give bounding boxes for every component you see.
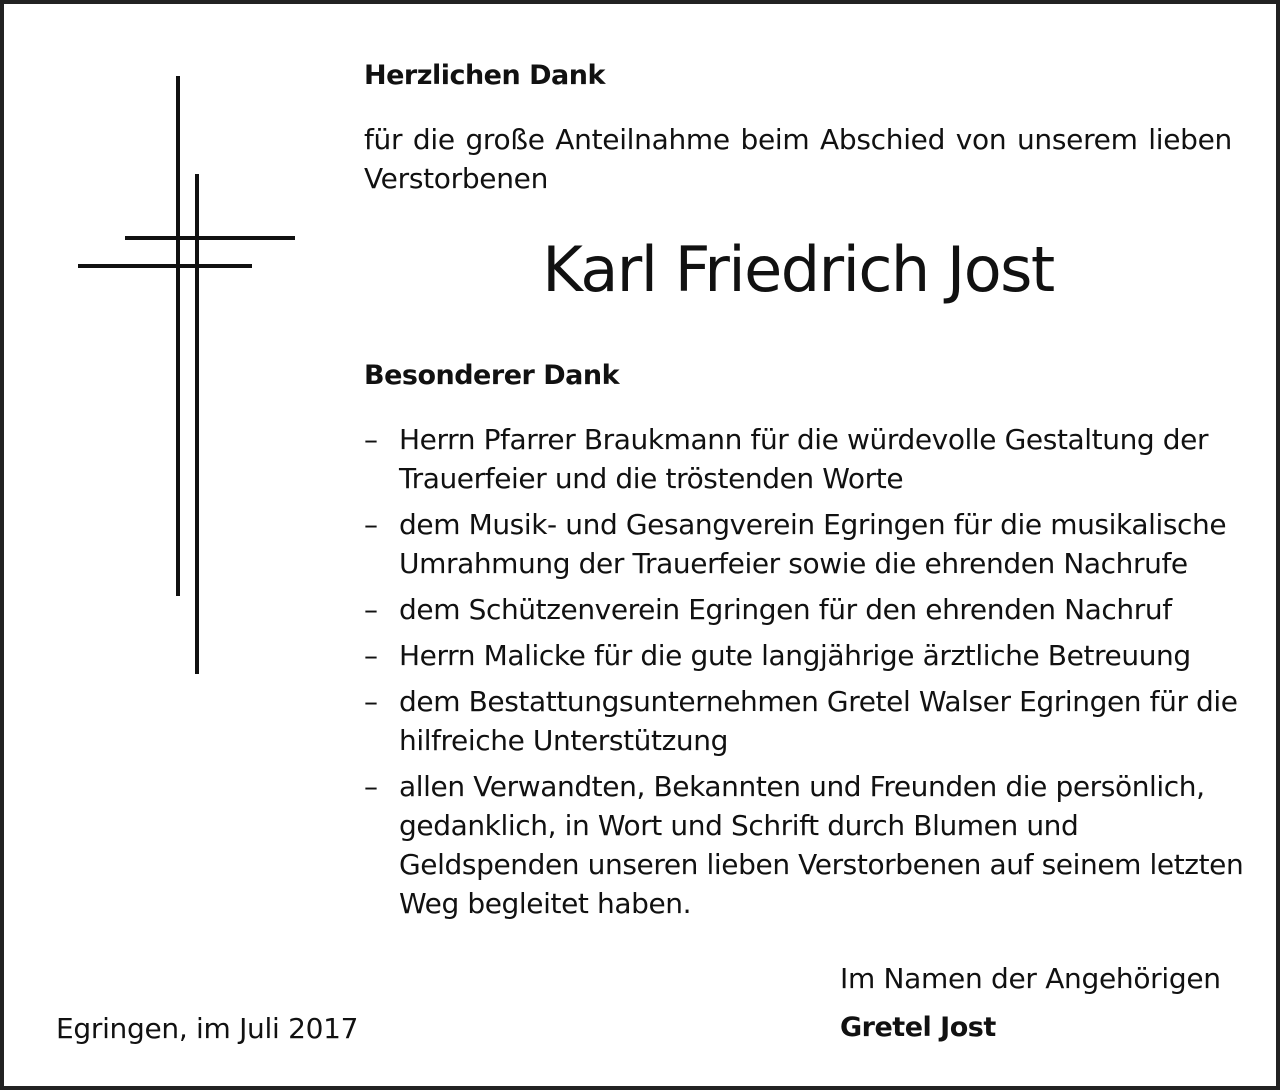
bullet-dash: – <box>364 508 378 541</box>
list-item-text: Herrn Pfarrer Braukmann für die würdevolle Gestaltung der Trauerfeier und die tröstenden Worte <box>399 423 1209 495</box>
list-item <box>364 505 1244 583</box>
cross-horizontal-bar <box>78 264 252 268</box>
list-item-text: Herrn Malicke für die gute langjährige ärztliche Betreuung <box>399 639 1191 672</box>
list-item-text: dem Musik- und Gesangverein Egringen für die musikalische Umrahmung der Trauerfeier sowie die ehrenden Nachrufe <box>399 508 1227 580</box>
list-item-text: dem Bestattungsunternehmen Gretel Walser Egringen für die hilfreiche Unterstützung <box>399 685 1238 757</box>
place-date: Egringen, im Juli 2017 <box>56 1012 359 1045</box>
list-item <box>364 682 1244 760</box>
bullet-dash: – <box>364 639 378 672</box>
list-item <box>364 636 1244 675</box>
heading: Herzlichen Dank <box>364 60 605 91</box>
list-item <box>364 590 1244 629</box>
thanks-list <box>364 420 1244 930</box>
bullet-dash: – <box>364 423 378 456</box>
cross-horizontal-bar-offset <box>125 236 295 240</box>
list-item <box>364 420 1244 498</box>
bullet-dash: – <box>364 593 378 626</box>
list-item-text: dem Schützenverein Egringen für den ehrenden Nachruf <box>399 593 1172 626</box>
cross-vertical-bar-offset <box>195 174 199 674</box>
list-item <box>364 767 1244 923</box>
deceased-name: Karl Friedrich Jost <box>542 233 1054 306</box>
list-item-text: allen Verwandten, Bekannten und Freunden die persönlich, gedanklich, in Wort und Schrift durch Blumen und Geldspenden unseren lieben Verstorbenen auf seinem letzten Weg begleitet haben. <box>399 770 1244 920</box>
signer-name: Gretel Jost <box>840 1012 996 1043</box>
bullet-dash: – <box>364 770 378 803</box>
intro-text: für die große Anteilnahme beim Abschied von unserem lieben Verstorbenen <box>364 123 1232 195</box>
cross-vertical-bar <box>176 76 180 596</box>
signoff-text: Im Namen der Angehörigen <box>840 962 1221 995</box>
special-thanks-heading: Besonderer Dank <box>364 360 620 391</box>
bullet-dash: – <box>364 685 378 718</box>
